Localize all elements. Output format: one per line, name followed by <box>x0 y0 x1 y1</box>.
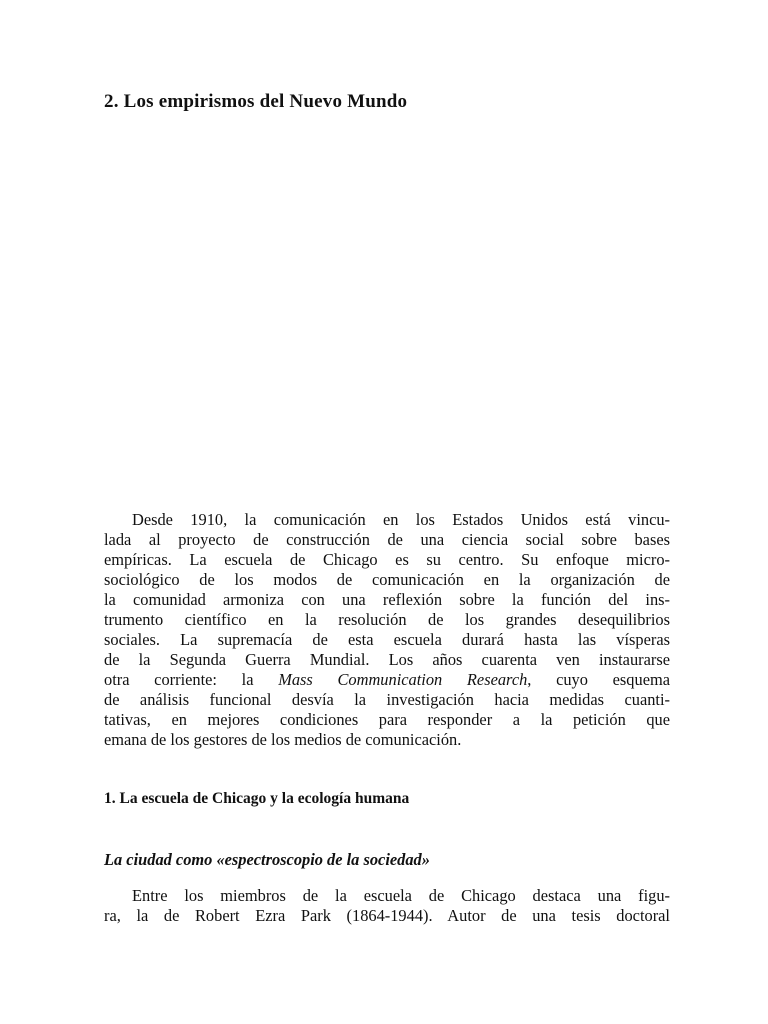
intro-line: sociales. La supremacía de esta escuela durará hasta las vísperas <box>104 630 670 649</box>
section-heading: 1. La escuela de Chicago y la ecología humana <box>104 790 410 807</box>
intro-line: de análisis funcional desvía la investigación hacia medidas cuanti- <box>104 690 670 709</box>
subsection-heading: La ciudad como «espectroscopio de la sociedad» <box>104 850 430 869</box>
intro-line: de la Segunda Guerra Mundial. Los años cuarenta ven instaurarse <box>104 650 670 669</box>
work-title-italic: Mass Communication Research <box>278 670 528 689</box>
intro-line: sociológico de los modos de comunicación en la organización de <box>104 570 670 589</box>
intro-line: Desde 1910, la comunicación en los Estados Unidos está vincu- <box>132 510 670 529</box>
intro-paragraph <box>104 510 670 750</box>
intro-line: trumento científico en la resolución de los grandes desequilibrios <box>104 610 670 629</box>
body-line: Entre los miembros de la escuela de Chicago destaca una figu- <box>132 886 670 905</box>
body-paragraph <box>104 886 670 926</box>
intro-text-segment: otra corriente: la <box>104 670 279 689</box>
body-line: ra, la de Robert Ezra Park (1864-1944). Autor de una tesis doctoral <box>104 906 670 925</box>
intro-line: lada al proyecto de construcción de una ciencia social sobre bases <box>104 530 670 549</box>
intro-line: la comunidad armoniza con una reflexión sobre la función del ins- <box>104 590 670 609</box>
intro-line: tativas, en mejores condiciones para responder a la petición que <box>104 710 670 729</box>
intro-line: empíricas. La escuela de Chicago es su centro. Su enfoque micro- <box>104 550 670 569</box>
intro-text-segment: , cuyo esquema <box>527 670 670 689</box>
chapter-title: 2. Los empirismos del Nuevo Mundo <box>104 91 408 112</box>
intro-line-with-title <box>104 670 670 690</box>
intro-line: emana de los gestores de los medios de comunicación. <box>104 730 462 749</box>
